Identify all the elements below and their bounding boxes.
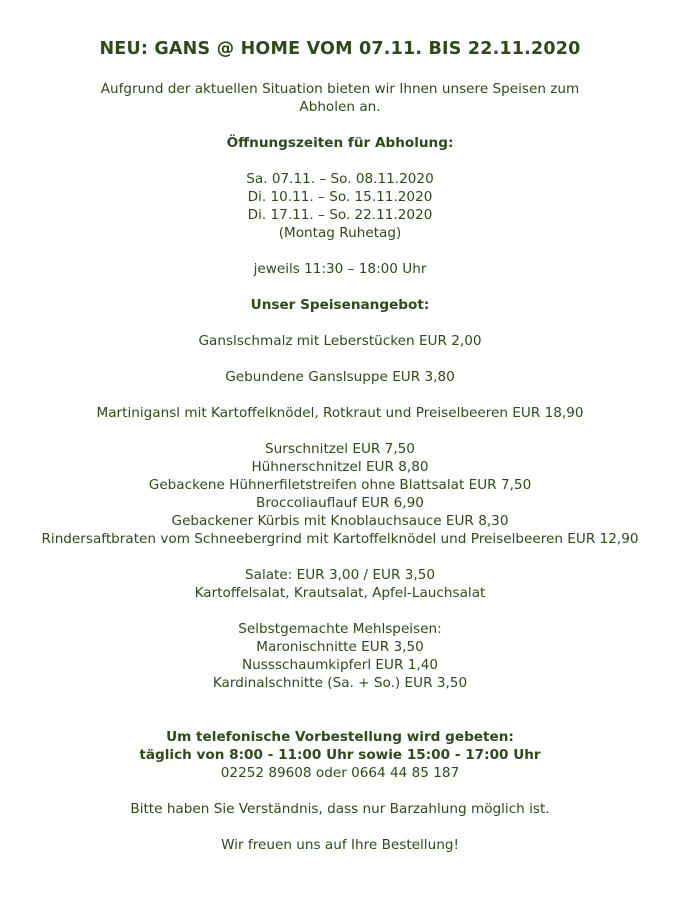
menu-item: Rindersaftbraten vom Schneebergrind mit Kartoffelknödel und Preiselbeeren EUR 12,90 [41,531,639,547]
hours-times-block [40,260,640,278]
hours-times: jeweils 11:30 – 18:00 Uhr [253,261,427,277]
hours-date-2: Di. 10.11. – So. 15.11.2020 [247,189,433,205]
salads-list: Kartoffelsalat, Krautsalat, Apfel-Lauchsalat [194,585,486,601]
menu-desserts [40,620,640,692]
hours-heading: Öffnungszeiten für Abholung: [226,135,454,151]
menu-item: Gebackene Hühnerfiletstreifen ohne Blattsalat EUR 7,50 [148,477,532,493]
menu-item: Hühnerschnitzel EUR 8,80 [251,459,429,475]
intro-text [40,80,640,116]
order-hours: täglich von 8:00 - 11:00 Uhr sowie 15:00 - 17:00 Uhr [139,747,541,763]
menu-mains [10,440,670,548]
menu-item: Maronischnitte EUR 3,50 [256,639,424,655]
menu-starter-block [40,332,640,350]
menu-item: Ganslschmalz mit Leberstücken EUR 2,00 [198,333,482,349]
order-phones: 02252 89608 oder 0664 44 85 187 [220,765,460,781]
menu-item: Martinigansl mit Kartoffelknödel, Rotkraut und Preiselbeeren EUR 18,90 [96,405,584,421]
hours-dates [40,170,640,242]
menu-item: Gebackener Kürbis mit Knoblauchsauce EUR 8,30 [171,513,509,529]
hours-heading-block [40,134,640,152]
menu-item: Broccoliauflauf EUR 6,90 [256,495,424,511]
order-info [40,728,640,782]
page-title: NEU: GANS @ HOME VOM 07.11. BIS 22.11.2020 [99,39,581,59]
menu-item: Gebundene Ganslsuppe EUR 3,80 [225,369,455,385]
menu-goose-block [40,404,640,422]
menu-heading: Unser Speisenangebot: [250,297,430,313]
desserts-heading: Selbstgemachte Mehlspeisen: [238,621,442,637]
order-request: Um telefonische Vorbestellung wird gebeten: [166,729,514,745]
menu-salads [40,566,640,602]
closing-block [40,836,640,854]
hours-date-1: Sa. 07.11. – So. 08.11.2020 [246,171,434,187]
intro-paragraph: Aufgrund der aktuellen Situation bieten wir Ihnen unsere Speisen zum Abholen an. [100,81,580,115]
hours-date-3: Di. 17.11. – So. 22.11.2020 [247,207,433,223]
payment-note: Bitte haben Sie Verständnis, dass nur Barzahlung möglich ist. [130,801,550,817]
menu-item: Kardinalschnitte (Sa. + So.) EUR 3,50 [212,675,468,691]
menu-item: Surschnitzel EUR 7,50 [265,441,415,457]
payment-note-block [40,800,640,818]
menu-item: Nussschaumkipferl EUR 1,40 [242,657,438,673]
menu-heading-block [40,296,640,314]
salads-price: Salate: EUR 3,00 / EUR 3,50 [244,567,436,583]
closing-text: Wir freuen uns auf Ihre Bestellung! [221,837,459,853]
hours-closed-note: (Montag Ruhetag) [278,225,402,241]
menu-soup-block [40,368,640,386]
